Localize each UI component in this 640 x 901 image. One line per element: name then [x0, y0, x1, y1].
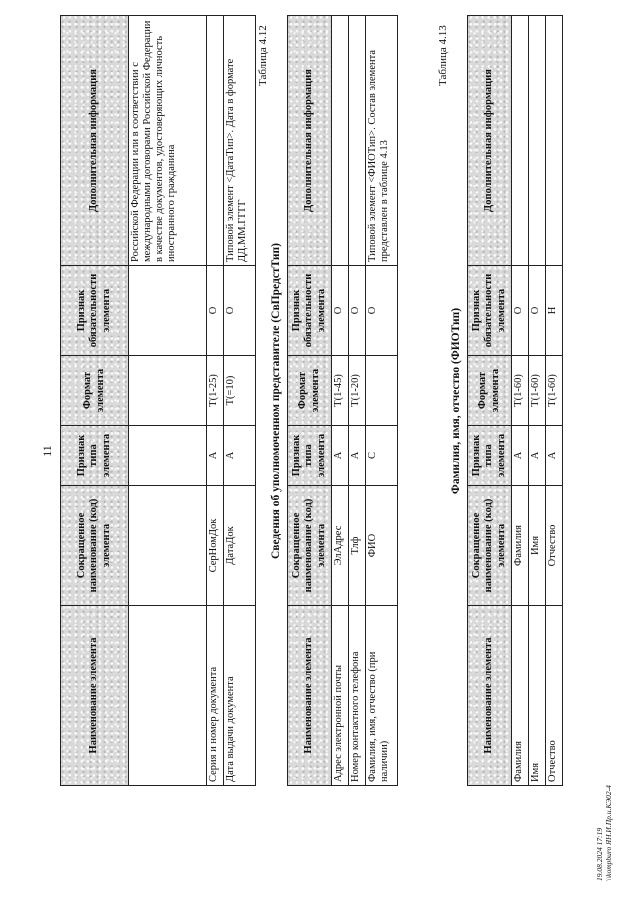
cell-code: ЭлАдрес — [332, 486, 349, 606]
cell-type: А — [349, 426, 366, 486]
cell-format: Т(1-45) — [332, 356, 349, 426]
cell-format — [129, 356, 207, 426]
header-code: Сокращенное наименование (код) элемента — [61, 486, 129, 606]
cell-type: А — [224, 426, 256, 486]
cell-code: Тлф — [349, 486, 366, 606]
cell-required: О — [529, 266, 546, 356]
cell-type: А — [529, 426, 546, 486]
cell-format: Т(1-60) — [546, 356, 563, 426]
cell-required: О — [349, 266, 366, 356]
cell-info — [349, 16, 366, 266]
header-code: Сокращенное наименование (код) элемента — [468, 486, 512, 606]
header-name: Наименование элемента — [288, 606, 332, 786]
cell-name: Серия и номер документа — [207, 606, 224, 786]
header-info: Дополнительная информация — [468, 16, 512, 266]
cell-code — [129, 486, 207, 606]
cell-name: Имя — [529, 606, 546, 786]
table-row — [129, 16, 207, 786]
cell-type: А — [512, 426, 529, 486]
header-type: Признак типа элемента — [61, 426, 129, 486]
cell-required: О — [224, 266, 256, 356]
cell-format: Т(1-20) — [349, 356, 366, 426]
cell-type: С — [366, 426, 398, 486]
table-row — [207, 16, 224, 786]
cell-required: О — [332, 266, 349, 356]
cell-format: Т(1-60) — [512, 356, 529, 426]
header-code: Сокращенное наименование (код) элемента — [288, 486, 332, 606]
table-header-row — [288, 16, 332, 786]
header-required: Признак обязательности элемента — [61, 266, 129, 356]
cell-code: СерНомДок — [207, 486, 224, 606]
cell-format: Т(=10) — [224, 356, 256, 426]
table-representative — [287, 15, 398, 786]
cell-format — [366, 356, 398, 426]
cell-code: Отчество — [546, 486, 563, 606]
header-info: Дополнительная информация — [288, 16, 332, 266]
print-path: \\kompburo ЯН.И.Пр.и.КЭ02-4 — [604, 785, 614, 881]
cell-name: Фамилия, имя, отчество (при наличии) — [366, 606, 398, 786]
table-title: Сведения об уполномоченном представителе (СвПредстТип) — [270, 242, 282, 560]
cell-info — [207, 16, 224, 266]
cell-type: А — [332, 426, 349, 486]
page-number: 11 — [40, 445, 54, 457]
cell-info — [332, 16, 349, 266]
table-title: Фамилия, имя, отчество (ФИОТип) — [450, 307, 462, 495]
table-row — [366, 16, 398, 786]
cell-required: О — [207, 266, 224, 356]
cell-info — [512, 16, 529, 266]
header-name: Наименование элемента — [61, 606, 129, 786]
header-type: Признак типа элемента — [468, 426, 512, 486]
header-name: Наименование элемента — [468, 606, 512, 786]
cell-info: Российской Федерации или в соответствии с международными договорами Российской Федерации в качестве документов, удостоверяющих личность иностранного гражданина — [129, 16, 207, 266]
print-footer — [595, 785, 614, 881]
header-format: Формат элемента — [288, 356, 332, 426]
cell-type: А — [207, 426, 224, 486]
table-row — [349, 16, 366, 786]
header-info: Дополнительная информация — [61, 16, 129, 266]
cell-info — [546, 16, 563, 266]
cell-name: Фамилия — [512, 606, 529, 786]
cell-info: Типовой элемент <ФИОТип>. Состав элемента представлен в таблице 4.13 — [366, 16, 398, 266]
header-type: Признак типа элемента — [288, 426, 332, 486]
table-caption: Таблица 4.12 — [257, 25, 269, 86]
header-required: Признак обязательности элемента — [288, 266, 332, 356]
cell-required — [129, 266, 207, 356]
cell-info: Типовой элемент <ДатаТип>. Дата в формате ДД.ММ.ГГГГ — [224, 16, 256, 266]
header-format: Формат элемента — [61, 356, 129, 426]
table-full-name — [467, 15, 563, 786]
cell-required: О — [512, 266, 529, 356]
cell-info — [529, 16, 546, 266]
header-format: Формат элемента — [468, 356, 512, 426]
table-header-row — [61, 16, 129, 786]
cell-name: Номер контактного телефона — [349, 606, 366, 786]
cell-type: А — [546, 426, 563, 486]
header-required: Признак обязательности элемента — [468, 266, 512, 356]
cell-format: Т(1-25) — [207, 356, 224, 426]
cell-name — [129, 606, 207, 786]
table-row — [529, 16, 546, 786]
cell-code: ФИО — [366, 486, 398, 606]
cell-name: Дата выдачи документа — [224, 606, 256, 786]
cell-code: Фамилия — [512, 486, 529, 606]
cell-name: Отчество — [546, 606, 563, 786]
print-timestamp: 19.08.2024 17:19 — [595, 827, 604, 881]
cell-type — [129, 426, 207, 486]
cell-required: О — [366, 266, 398, 356]
table-row — [512, 16, 529, 786]
cell-required: Н — [546, 266, 563, 356]
cell-name: Адрес электронной почты — [332, 606, 349, 786]
cell-format: Т(1-60) — [529, 356, 546, 426]
cell-code: ДатаДок — [224, 486, 256, 606]
table-header-row — [468, 16, 512, 786]
table-row — [546, 16, 563, 786]
table-row — [332, 16, 349, 786]
table-row — [224, 16, 256, 786]
table-caption: Таблица 4.13 — [437, 25, 449, 86]
table-document-details — [60, 15, 256, 786]
cell-code: Имя — [529, 486, 546, 606]
